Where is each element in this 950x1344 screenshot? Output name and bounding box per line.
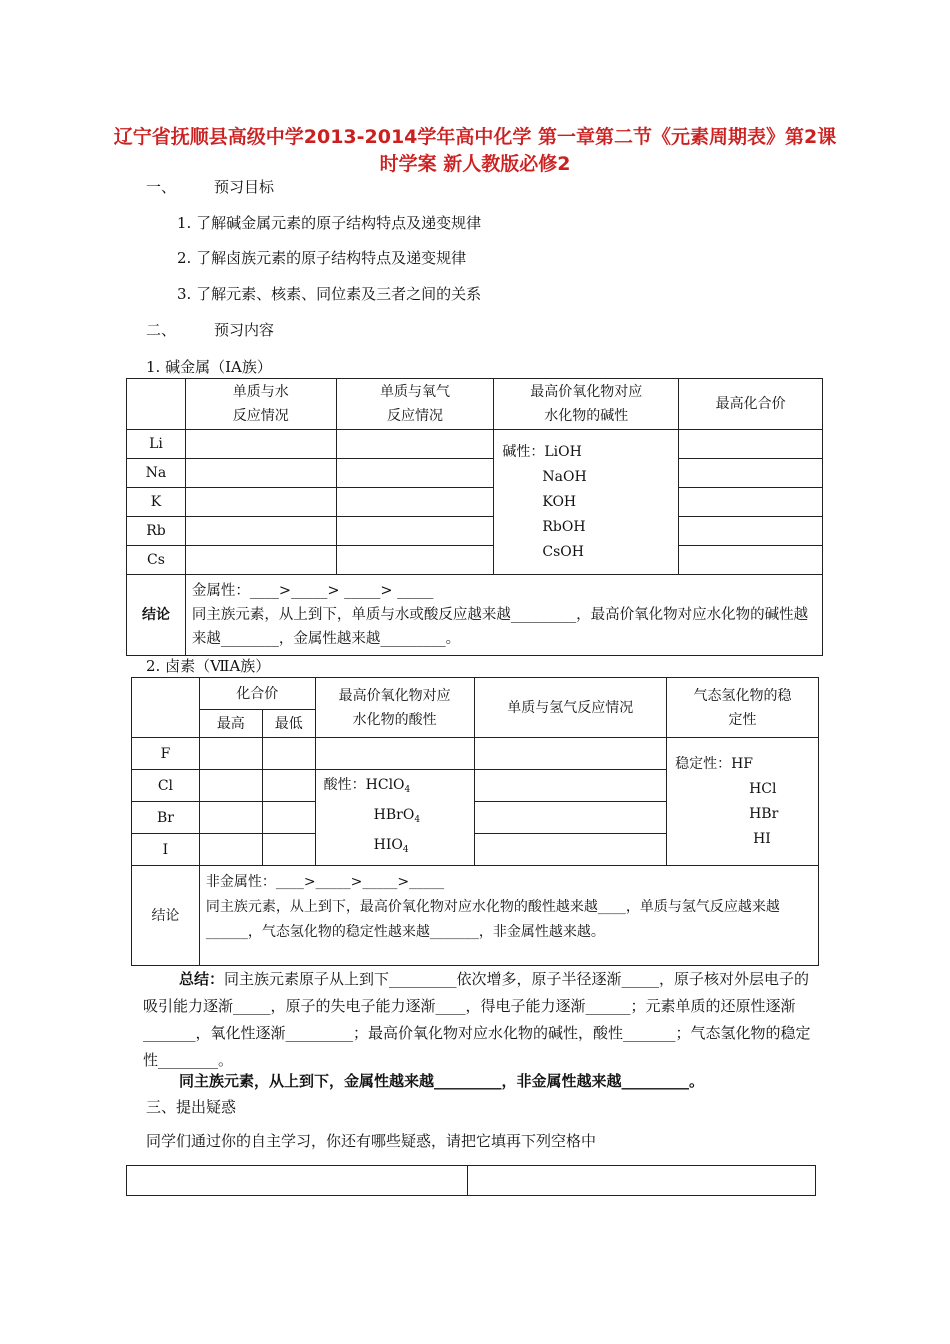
blank-cell[interactable] xyxy=(185,546,336,575)
hydride-hbr: HBr xyxy=(749,805,779,822)
blank-cell[interactable] xyxy=(199,834,262,866)
blank-cell[interactable] xyxy=(262,802,315,834)
alkali-heading: 1. 碱金属（ⅠA族） xyxy=(146,358,272,376)
header-oxygen-reaction: 单质与氧气 反应情况 xyxy=(336,379,494,430)
blank-cell[interactable] xyxy=(262,834,315,866)
hydroxide-naoh: NaOH xyxy=(542,468,587,485)
header-hydride-stability: 气态氢化物的稳 定性 xyxy=(667,678,819,738)
document-title: 辽宁省抚顺县高级中学2013-2014学年高中化学 第一章第二节《元素周期表》第2课时学案 新人教版必修2 xyxy=(113,126,837,175)
hydroxide-koh: KOH xyxy=(542,493,577,510)
blank-cell[interactable] xyxy=(679,546,823,575)
blank-cell[interactable] xyxy=(262,738,315,770)
blank-cell[interactable] xyxy=(679,459,823,488)
halogen-table xyxy=(131,677,819,966)
element-cl: Cl xyxy=(132,770,200,802)
hydroxide-rboh: RbOH xyxy=(542,518,586,535)
blank-cell[interactable] xyxy=(185,488,336,517)
blank-cell[interactable] xyxy=(474,770,667,802)
blank-cell[interactable] xyxy=(262,770,315,802)
goal-item: 3. 了解元素、核素、同位素及三者之间的关系 xyxy=(177,285,482,303)
question-cell[interactable] xyxy=(127,1166,468,1196)
acidity-cell xyxy=(315,770,474,866)
acid-hbro4: HBrO xyxy=(373,806,415,823)
stability-label: 稳定性：HF xyxy=(675,755,754,772)
basicity-cell xyxy=(494,430,679,575)
header-acid-strength: 最高价氧化物对应 水化物的酸性 xyxy=(315,678,474,738)
blank-cell[interactable] xyxy=(199,738,262,770)
header-water-reaction: 单质与水 反应情况 xyxy=(185,379,336,430)
acidity-label: 酸性： xyxy=(323,776,366,793)
blank-cell[interactable] xyxy=(336,546,494,575)
halogen-conclusion-label: 结论 xyxy=(132,866,200,966)
section-one-number: 一、 xyxy=(146,178,177,196)
nonmetallicity-order: 非金属性：____>_____>_____>_____ xyxy=(205,874,445,890)
halogen-heading: 2. 卤素（ⅦA族） xyxy=(146,657,271,675)
blank-cell[interactable] xyxy=(185,430,336,459)
header-lowest: 最低 xyxy=(262,710,315,738)
alkali-conclusion-label: 结论 xyxy=(127,575,186,656)
element-k: K xyxy=(127,488,186,517)
header-max-valence: 最高化合价 xyxy=(679,379,823,430)
alkali-table xyxy=(126,378,823,656)
blank-cell[interactable] xyxy=(336,517,494,546)
summary-bold-line: 同主族元素，从上到下，金属性越来越_________，非金属性越来越_________。 xyxy=(179,1072,705,1090)
header-hydroxide-basicity: 最高价氧化物对应 水化物的碱性 xyxy=(494,379,679,430)
blank-cell[interactable] xyxy=(336,430,494,459)
hydride-hcl: HCl xyxy=(749,780,777,797)
alkali-conclusion-text: 同主族元素，从上到下，单质与水或酸反应越来越_________，最高价氧化物对应水化物的碱性越来越________，金属性越来越_________。 xyxy=(191,607,809,647)
metallicity-order: 金属性：____>_____> _____> _____ xyxy=(191,583,434,599)
blank-cell[interactable] xyxy=(474,738,667,770)
element-f: F xyxy=(132,738,200,770)
blank-cell[interactable] xyxy=(336,488,494,517)
hydroxide-csoh: CsOH xyxy=(542,543,584,560)
blank-cell[interactable] xyxy=(185,517,336,546)
blank-cell[interactable] xyxy=(199,770,262,802)
summary-label: 总结： xyxy=(179,970,225,988)
question-cell[interactable] xyxy=(468,1166,816,1196)
acid-hio4: HIO xyxy=(373,836,403,853)
basicity-label: 碱性：LiOH xyxy=(502,443,582,460)
alkali-corner-cell xyxy=(127,379,186,430)
element-br: Br xyxy=(132,802,200,834)
blank-cell[interactable] xyxy=(679,430,823,459)
subscript-four: 4 xyxy=(414,814,421,825)
header-valence: 化合价 xyxy=(199,678,315,710)
blank-cell[interactable] xyxy=(679,517,823,546)
blank-cell[interactable] xyxy=(474,834,667,866)
blank-cell[interactable] xyxy=(336,459,494,488)
section-three-label: 三、提出疑惑 xyxy=(146,1098,237,1116)
blank-cell[interactable] xyxy=(474,802,667,834)
halogen-corner-cell xyxy=(132,678,200,738)
blank-cell[interactable] xyxy=(315,738,474,770)
header-hydrogen-reaction: 单质与氢气反应情况 xyxy=(474,678,667,738)
section-two-number: 二、 xyxy=(146,321,177,339)
hydride-hi: HI xyxy=(753,830,771,847)
question-table xyxy=(126,1165,816,1196)
element-li: Li xyxy=(127,430,186,459)
blank-cell[interactable] xyxy=(199,802,262,834)
stability-cell xyxy=(667,738,819,866)
acid-hclo4: HClO xyxy=(365,776,405,793)
alkali-conclusion xyxy=(185,575,822,656)
question-prompt: 同学们通过你的自主学习，你还有哪些疑惑，请把它填再下列空格中 xyxy=(146,1132,597,1150)
halogen-conclusion-text: 同主族元素，从上到下，最高价氧化物对应水化物的酸性越来越____，单质与氢气反应越来越______，气态氢化物的稳定性越来越_______，非金属性越来越。 xyxy=(205,899,780,940)
goal-item: 1. 了解碱金属元素的原子结构特点及递变规律 xyxy=(177,214,482,232)
element-cs: Cs xyxy=(127,546,186,575)
summary-text: 同主族元素原子从上到下_________依次增多，原子半径逐渐_____，原子核对外层电子的吸引能力逐渐_____，原子的失电子能力逐渐____，得电子能力逐渐______；元素单质的还原性逐渐_______，氧化性逐渐_________；最高价氧化物对应水化物的碱性，酸性_______；气态氢化物的稳定性________。 xyxy=(143,970,811,1069)
element-rb: Rb xyxy=(127,517,186,546)
goal-item: 2. 了解卤族元素的原子结构特点及递变规律 xyxy=(177,249,467,267)
section-one-label: 预习目标 xyxy=(214,178,275,196)
summary-paragraph xyxy=(143,966,823,1074)
element-na: Na xyxy=(127,459,186,488)
element-i: I xyxy=(132,834,200,866)
subscript-four: 4 xyxy=(402,844,409,855)
blank-cell[interactable] xyxy=(185,459,336,488)
halogen-conclusion xyxy=(199,866,818,966)
header-highest: 最高 xyxy=(199,710,262,738)
section-two-label: 预习内容 xyxy=(214,321,275,339)
blank-cell[interactable] xyxy=(679,488,823,517)
subscript-four: 4 xyxy=(404,784,411,795)
